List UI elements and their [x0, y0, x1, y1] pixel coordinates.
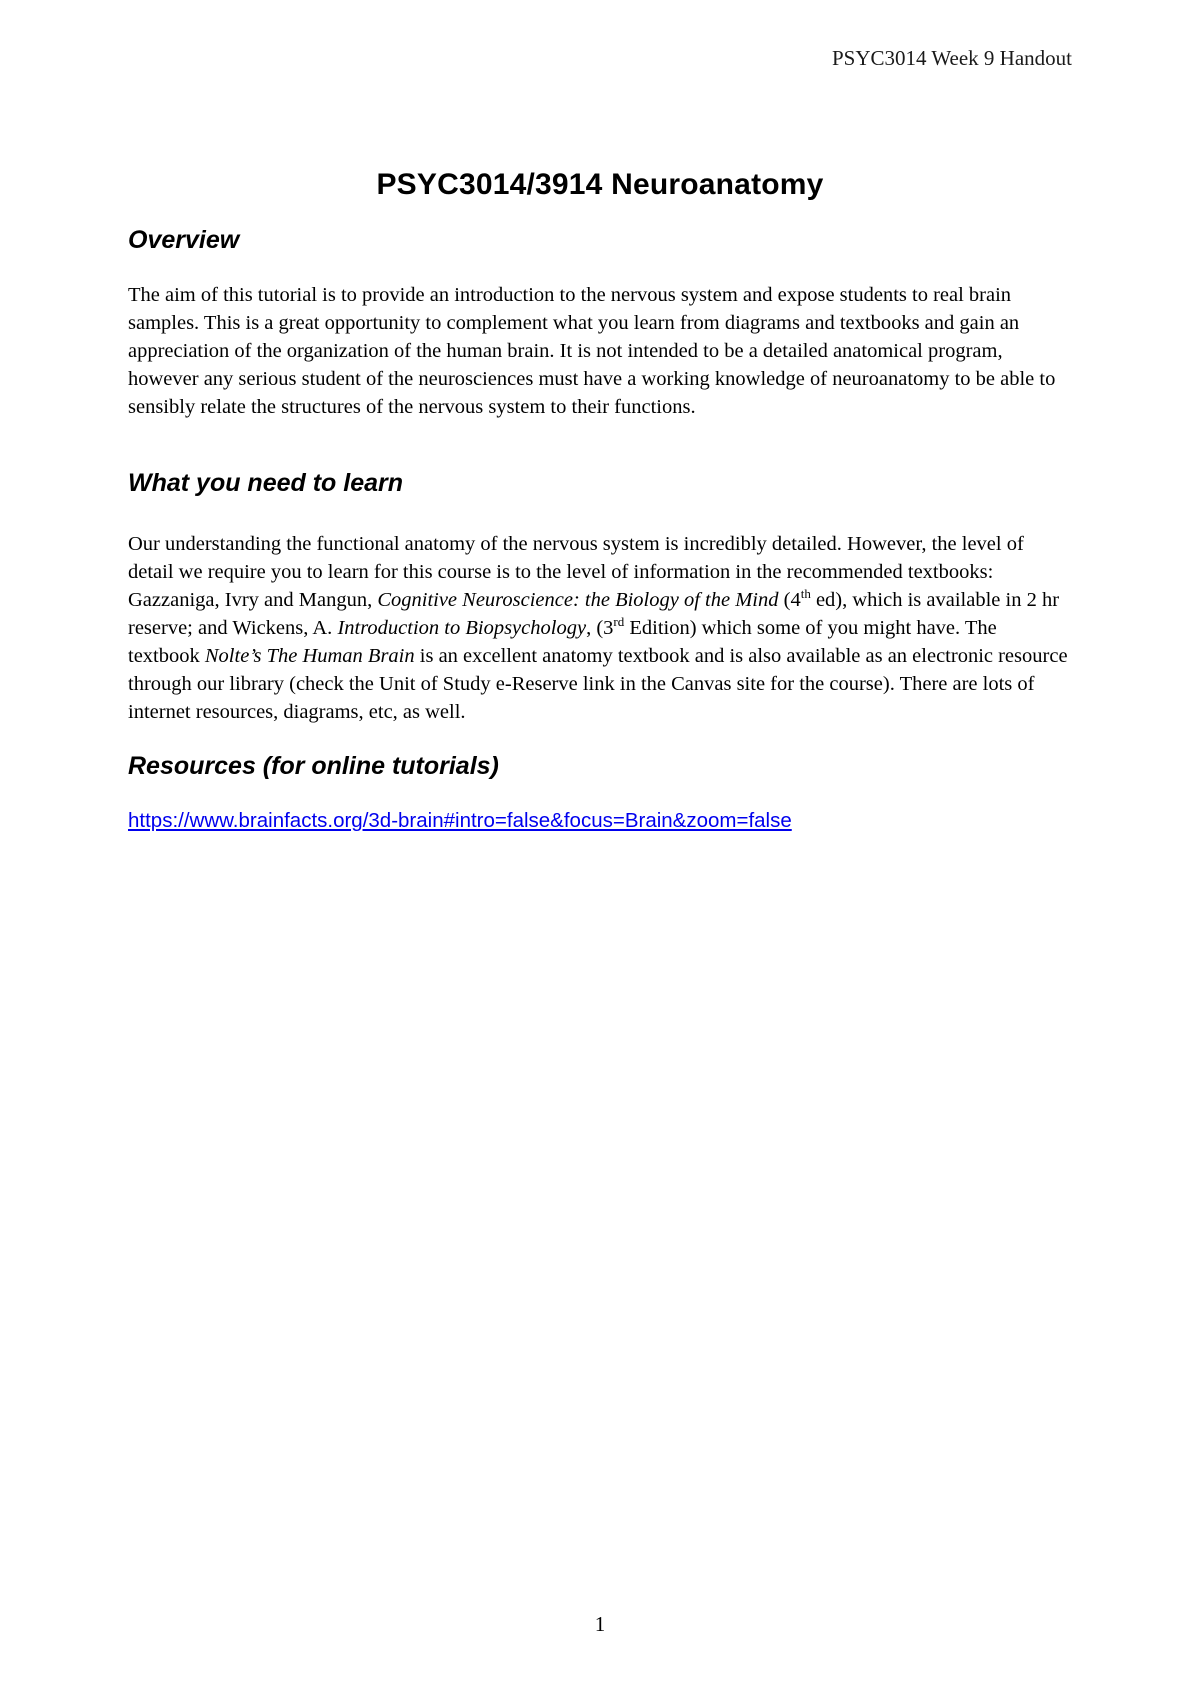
- learn-text-5: Edition) which some of you might have. The textbook: [128, 617, 997, 667]
- learn-heading: What you need to learn: [128, 469, 404, 497]
- learn-text-4: , (3: [586, 617, 614, 639]
- running-header: PSYC3014 Week 9 Handout: [831, 46, 1072, 70]
- book-title-biopsychology: Introduction to Biopsychology: [337, 617, 587, 639]
- learn-text-3: ed), which is available in 2 hr reserve; and Wickens, A.: [128, 589, 1060, 639]
- superscript-rd: rd: [613, 614, 625, 630]
- learn-text-6: is an excellent anatomy textbook and is also available as an electronic resource through our library (check the Unit of Study e-Reserve link in the Canvas site for the course). There are lots of internet resources, diagrams, etc, as well.: [128, 645, 1068, 723]
- document-body: [128, 168, 1072, 833]
- learn-paragraph: [128, 530, 1072, 726]
- book-title-cognitive-neuroscience: Cognitive Neuroscience: the Biology of the Mind: [377, 589, 779, 611]
- book-title-nolte: Nolte’s The Human Brain: [204, 645, 415, 667]
- overview-paragraph: The aim of this tutorial is to provide an introduction to the nervous system and expose students to real brain samples. This is a great opportunity to complement what you learn from diagrams and textbooks and gain an appreciation of the organization of the human brain. It is not intended to be a detailed anatomical program, however any serious student of the neurosciences must have a working knowledge of neuroanatomy to be able to sensibly relate the structures of the nervous system to their functions.: [128, 284, 1056, 418]
- overview-heading: Overview: [128, 226, 240, 254]
- document-title: PSYC3014/3914 Neuroanatomy: [376, 168, 824, 201]
- page-number: 1: [594, 1612, 606, 1636]
- learn-text-2: (4: [778, 589, 801, 611]
- resources-heading: Resources (for online tutorials): [128, 752, 499, 780]
- superscript-th: th: [800, 586, 811, 602]
- brainfacts-link[interactable]: https://www.brainfacts.org/3d-brain#intro=false&focus=Brain&zoom=false: [128, 809, 792, 832]
- learn-text-1: Our understanding the functional anatomy of the nervous system is incredibly detailed. However, the level of detail we require you to learn for this course is to the level of information in the recommended textbooks: Gazzaniga, Ivry and Mangun,: [128, 533, 1024, 611]
